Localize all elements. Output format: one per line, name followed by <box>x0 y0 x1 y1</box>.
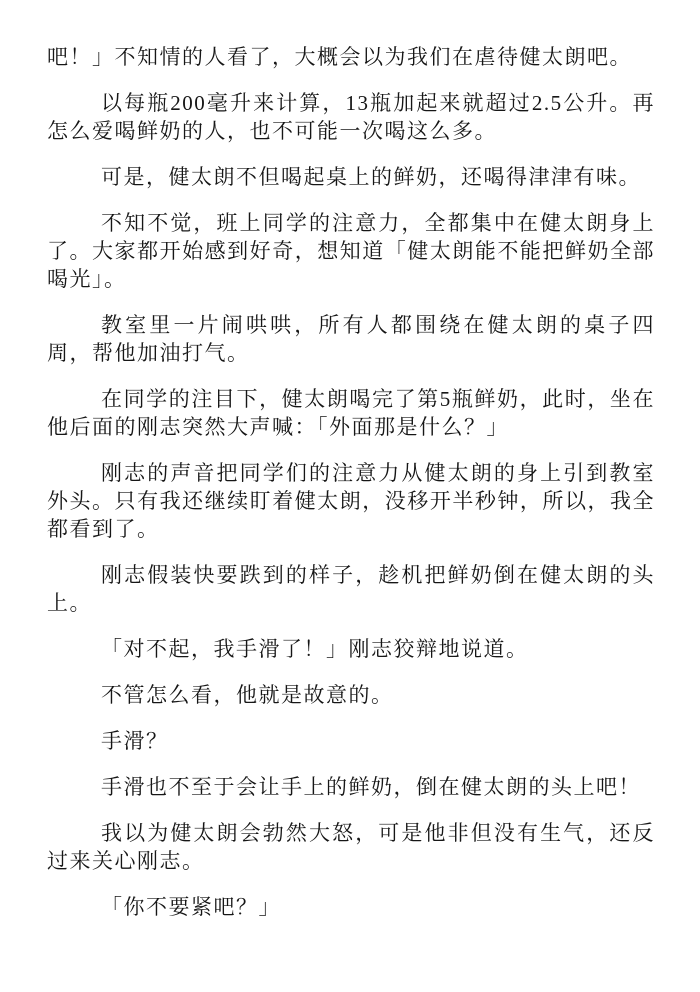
paragraph: 手滑也不至于会让手上的鲜奶，倒在健太朗的头上吧！ <box>101 775 641 799</box>
paragraph: 「你不要紧吧？」 <box>101 895 281 919</box>
paragraph: 手滑？ <box>101 729 169 753</box>
paragraph: 不知不觉，班上同学的注意力，全都集中在健太朗身上了。大家都开始感到好奇，想知道「健太朗能不能把鲜奶全部喝光」。 <box>47 211 655 291</box>
paragraph: 教室里一片闹哄哄，所有人都围绕在健太朗的桌子四周，帮他加油打气。 <box>47 313 655 365</box>
page-text <box>47 43 655 921</box>
paragraph: 我以为健太朗会勃然大怒，可是他非但没有生气，还反过来关心刚志。 <box>47 821 655 873</box>
paragraph: 以每瓶200毫升来计算，13瓶加起来就超过2.5公升。再怎么爱喝鲜奶的人，也不可能一次喝这么多。 <box>47 91 655 143</box>
paragraph: 可是，健太朗不但喝起桌上的鲜奶，还喝得津津有味。 <box>101 165 641 189</box>
paragraph: 不管怎么看，他就是故意的。 <box>101 683 394 707</box>
paragraph: 刚志假装快要跌到的样子，趁机把鲜奶倒在健太朗的头上。 <box>47 563 655 615</box>
paragraph: 「对不起，我手滑了！」刚志狡辩地说道。 <box>101 637 529 661</box>
paragraph: 刚志的声音把同学们的注意力从健太朗的身上引到教室外头。只有我还继续盯着健太朗，没移开半秒钟，所以，我全都看到了。 <box>47 461 655 541</box>
paragraph: 在同学的注目下，健太朗喝完了第5瓶鲜奶，此时，坐在他后面的刚志突然大声喊：「外面那是什么？」 <box>47 387 655 439</box>
paragraph: 吧！」不知情的人看了，大概会以为我们在虐待健太朗吧。 <box>47 45 632 69</box>
